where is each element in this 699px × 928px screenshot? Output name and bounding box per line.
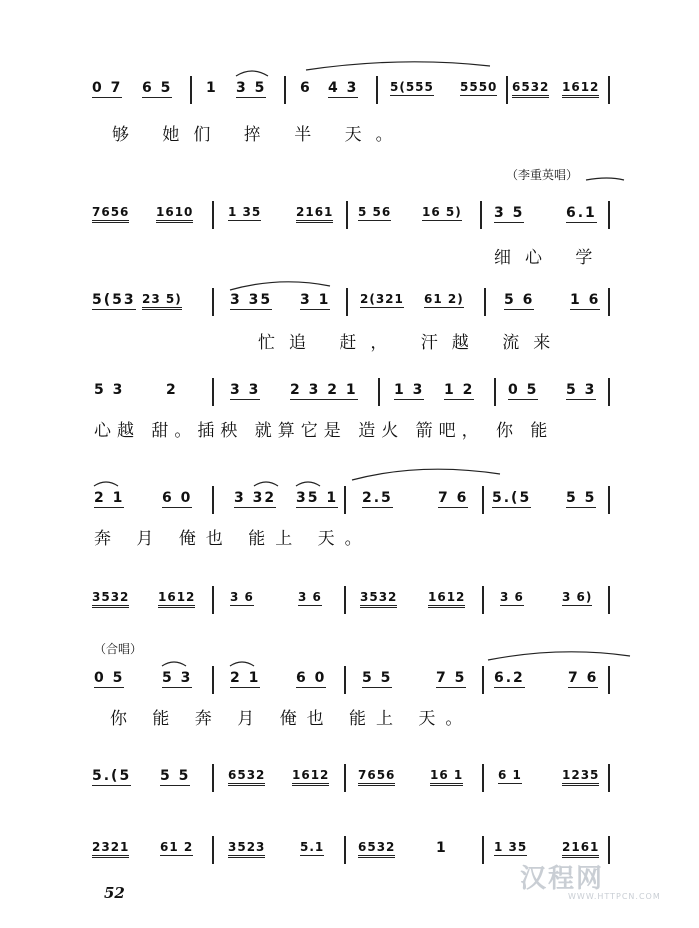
note-group: 4 3 xyxy=(328,80,359,96)
note-group: 3 5 xyxy=(236,80,267,96)
chorus-label: （合唱） xyxy=(94,642,143,656)
note-group: 5 3 xyxy=(566,382,597,398)
note-group: 5 5 xyxy=(362,670,393,686)
note-group: 5(53 xyxy=(92,292,136,308)
note-group: 6.1 xyxy=(566,205,597,221)
note-group: 1 xyxy=(206,80,218,96)
note-group: 35 1 xyxy=(296,490,339,506)
note-group: 6532 xyxy=(228,768,265,786)
note-group: 1610 xyxy=(156,205,193,223)
note-group: 1 6 xyxy=(570,292,601,308)
note-group: 2 1 xyxy=(94,490,125,506)
note-group: 3 3 xyxy=(230,382,261,398)
note-group: 6 xyxy=(300,80,312,96)
note-group: 7 6 xyxy=(568,670,599,686)
note-group: 1 35 xyxy=(228,205,262,219)
note-group: 7 6 xyxy=(438,490,469,506)
note-group: 0 7 xyxy=(92,80,123,96)
lyric-line: 你 能 奔 月 俺也 能上 天。 xyxy=(110,709,473,729)
lyric-line: 心越 甜。插秧 就算它是 造火 箭吧， 你 能 xyxy=(94,421,554,441)
note-group: 1 2 xyxy=(444,382,475,398)
note-group: 1612 xyxy=(562,80,599,98)
note-group: 2(321 xyxy=(360,292,404,306)
note-group: 3532 xyxy=(360,590,397,608)
note-group: 16 1 xyxy=(430,768,463,786)
lyric-line: 奔 月 俺也 能上 天。 xyxy=(94,529,372,549)
note-group: 6 0 xyxy=(162,490,193,506)
note-group: 1 xyxy=(436,840,448,856)
note-group: 6 1 xyxy=(498,768,522,782)
note-group: 6.2 xyxy=(494,670,525,686)
note-group: 3523 xyxy=(228,840,265,858)
note-group: 5 3 xyxy=(162,670,193,686)
note-group: 5 5 xyxy=(160,768,191,784)
note-group: 5.1 xyxy=(300,840,325,854)
lyric-line: 够 她们 捽 半 天。 xyxy=(112,125,407,145)
note-group: 2161 xyxy=(562,840,599,858)
note-group: 3 6 xyxy=(298,590,322,604)
note-group: 1612 xyxy=(428,590,465,608)
note-group: 61 2) xyxy=(424,292,464,306)
lyric-line: 细心 学 xyxy=(494,248,607,268)
note-group: 1612 xyxy=(158,590,195,608)
note-group: 1 35 xyxy=(494,840,528,854)
watermark xyxy=(520,858,661,901)
watermark-url: WWW.HTTPCN.COM xyxy=(568,892,661,901)
note-group: 1 3 xyxy=(394,382,425,398)
watermark-text: 汉程网 xyxy=(520,864,605,894)
lyric-line: 忙追 赶， 汗越 流来 xyxy=(258,333,565,353)
note-group: 3532 xyxy=(92,590,129,608)
note-group: 5.(5 xyxy=(492,490,532,506)
note-group: 6 5 xyxy=(142,80,173,96)
note-group: 3 6 xyxy=(500,590,524,604)
note-group: 5 5 xyxy=(566,490,597,506)
note-group: 5 6 xyxy=(504,292,535,308)
note-group: 61 2 xyxy=(160,840,194,854)
note-group: 2161 xyxy=(296,205,333,223)
note-group: 23 5) xyxy=(142,292,182,310)
note-group: 5550 xyxy=(460,80,498,94)
note-group: 1612 xyxy=(292,768,329,786)
note-group: 3 1 xyxy=(300,292,331,308)
note-group: 2.5 xyxy=(362,490,393,506)
note-group: 6 0 xyxy=(296,670,327,686)
note-group: 16 5) xyxy=(422,205,462,219)
note-group: 0 5 xyxy=(508,382,539,398)
note-group: 3 32 xyxy=(234,490,277,506)
note-group: 3 35 xyxy=(230,292,273,308)
note-group: 3 5 xyxy=(494,205,525,221)
note-group: 6532 xyxy=(512,80,549,98)
note-group: 1235 xyxy=(562,768,599,786)
note-group: 2 3 2 1 xyxy=(290,382,358,398)
note-group: 7 5 xyxy=(436,670,467,686)
note-group: 2321 xyxy=(92,840,129,858)
note-group: 3 6) xyxy=(562,590,593,604)
note-group: 0 5 xyxy=(94,670,125,686)
note-group: 5 56 xyxy=(358,205,392,219)
singer-label: （李重英唱） xyxy=(506,168,579,182)
note-group: 3 6 xyxy=(230,590,254,604)
note-group: 2 1 xyxy=(230,670,261,686)
page-number: 52 xyxy=(104,884,125,902)
note-group: 7656 xyxy=(358,768,395,786)
note-group: 5 3 xyxy=(94,382,125,398)
note-group: 6532 xyxy=(358,840,395,858)
note-group: 2 xyxy=(166,382,178,398)
note-group: 7656 xyxy=(92,205,129,223)
note-group: 5(555 xyxy=(390,80,434,94)
note-group: 5.(5 xyxy=(92,768,132,784)
